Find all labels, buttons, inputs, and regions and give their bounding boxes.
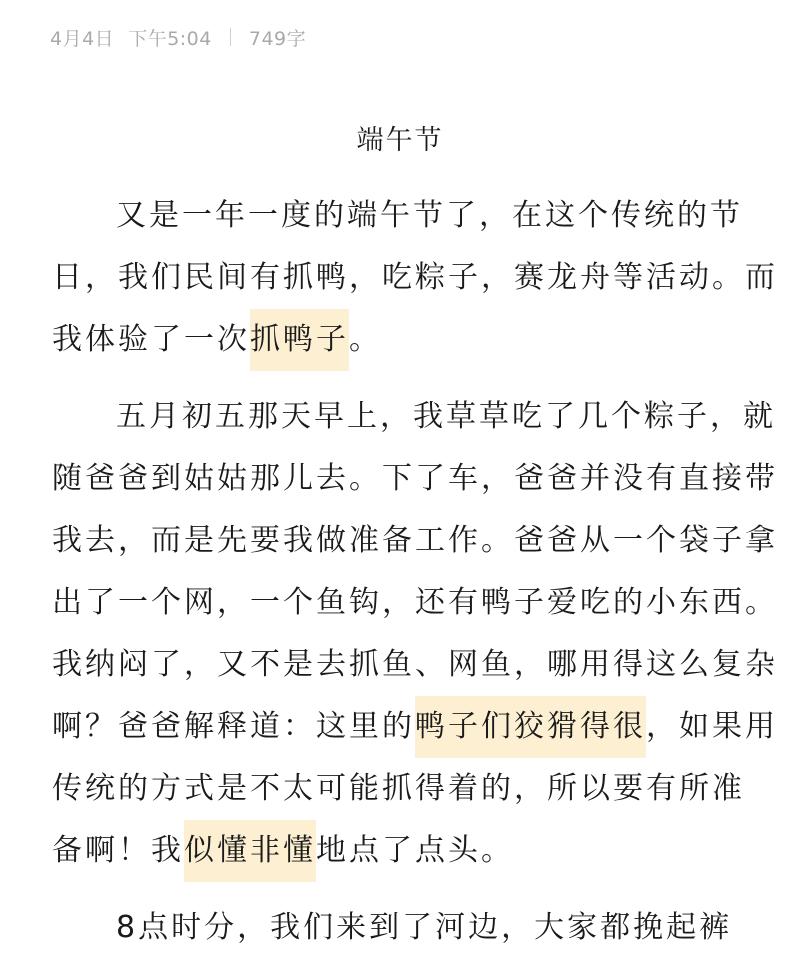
- text-segment: 日，我们民间有抓鸭，吃粽子，赛龙舟等活动。而: [52, 260, 778, 295]
- text-line: [52, 309, 752, 371]
- highlighted-text[interactable]: 鸭子们狡猾得很: [415, 696, 646, 758]
- text-segment: 我纳闷了，又不是去抓鱼、网鱼，哪用得这么复杂: [52, 647, 778, 682]
- text-line: [52, 386, 776, 448]
- text-segment: 出了一个网，一个鱼钩，还有鸭子爱吃的小东西。: [52, 585, 778, 620]
- text-segment: 。: [349, 322, 382, 357]
- text-line: [52, 820, 752, 882]
- text-line: [52, 897, 752, 959]
- text-segment: 备啊！我: [52, 833, 184, 868]
- paragraph-2[interactable]: [52, 386, 778, 882]
- highlighted-text[interactable]: 似懂非懂: [184, 820, 316, 882]
- note-title[interactable]: 端午节: [356, 125, 444, 156]
- text-line: [52, 758, 752, 820]
- highlighted-text[interactable]: 抓鸭子: [250, 309, 349, 371]
- text-segment: 又是一年一度的端午节了，在这个传统的节: [116, 198, 743, 233]
- text-line: [52, 634, 778, 696]
- meta-divider: [230, 28, 231, 46]
- text-line: [52, 448, 778, 510]
- note-date: 4月4日: [50, 27, 115, 50]
- text-segment: 我去，而是先要我做准备工作。爸爸从一个袋子拿: [52, 523, 778, 558]
- text-line: [52, 510, 778, 572]
- word-count: 749字: [248, 27, 307, 50]
- text-line: [52, 247, 778, 309]
- text-segment: 我体验了一次: [52, 322, 250, 357]
- text-segment: 传统的方式是不太可能抓得着的，所以要有所准: [52, 771, 745, 806]
- text-segment: 地点了点头。: [316, 833, 514, 868]
- text-segment: ，如果用: [646, 709, 778, 744]
- text-segment: 8点时分，我们来到了河边，大家都挽起裤: [116, 910, 733, 945]
- text-segment: 五月初五那天早上，我草草吃了几个粽子，就: [116, 399, 776, 434]
- text-line: [52, 185, 752, 247]
- paragraph-3[interactable]: [52, 897, 752, 959]
- note-meta-bar: [50, 22, 306, 52]
- text-line: [52, 572, 778, 634]
- text-segment: 随爸爸到姑姑那儿去。下了车，爸爸并没有直接带: [52, 461, 778, 496]
- note-time: 下午5:04: [128, 27, 212, 50]
- paragraph-1[interactable]: [52, 185, 778, 371]
- text-segment: 啊？爸爸解释道：这里的: [52, 709, 415, 744]
- text-line: [52, 696, 778, 758]
